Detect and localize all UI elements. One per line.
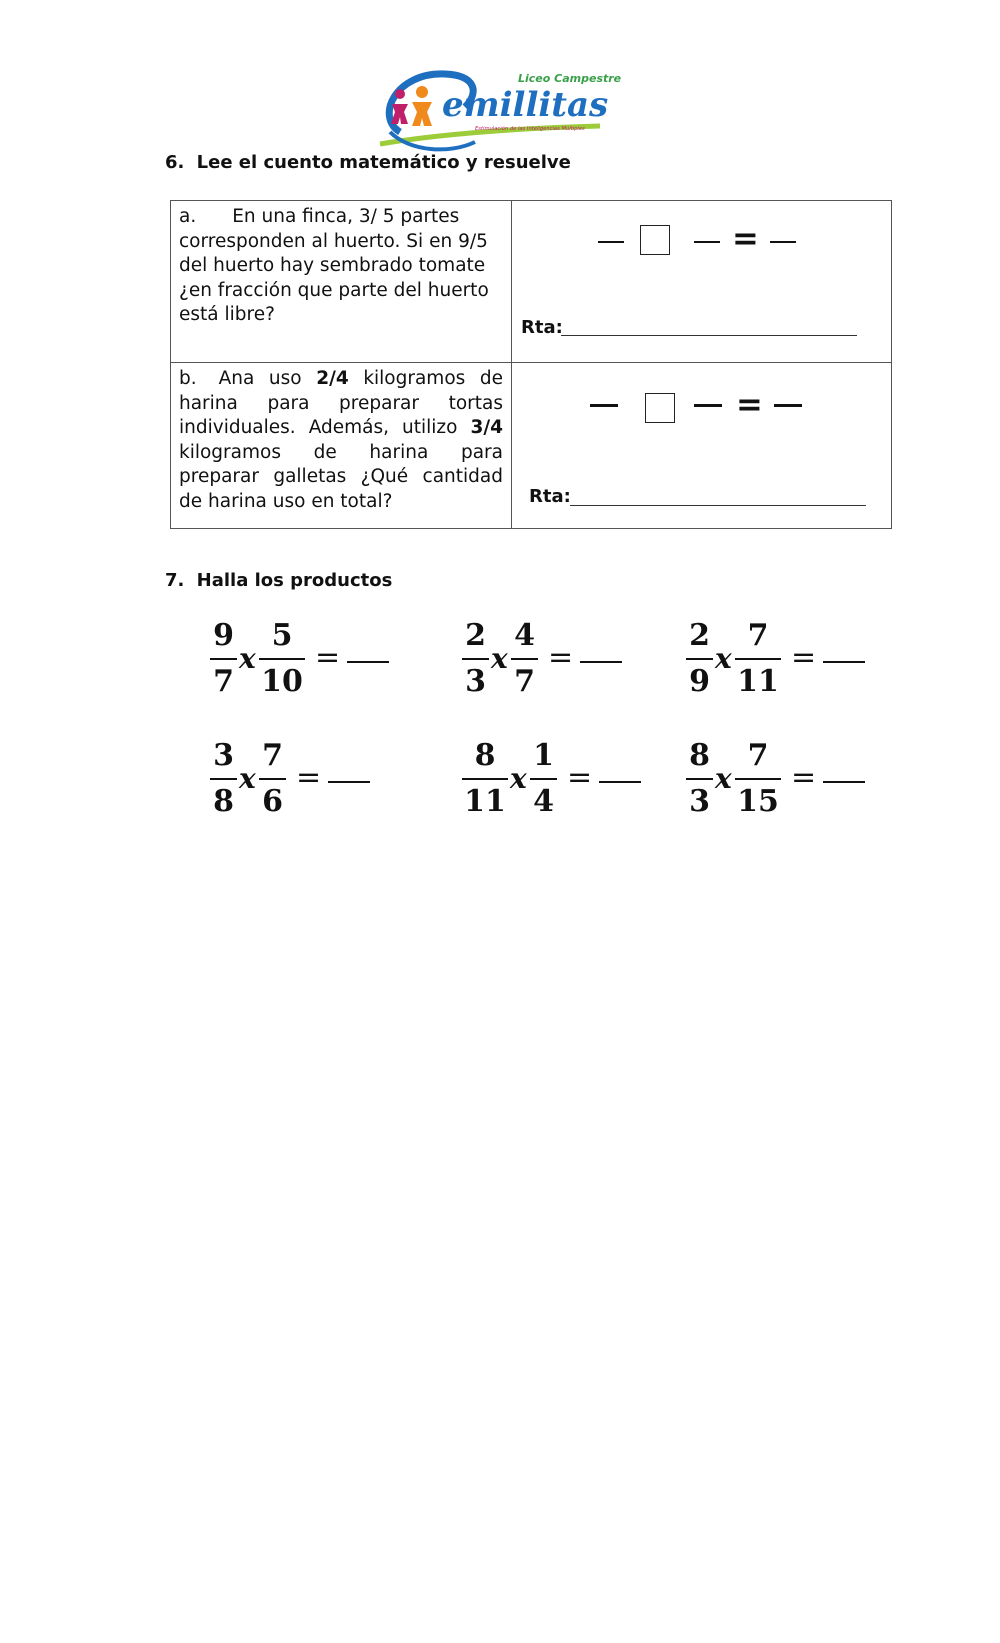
section-6-heading xyxy=(165,152,571,173)
denominator: 7 xyxy=(514,664,535,699)
blank-fraction-2[interactable] xyxy=(694,241,720,243)
numerator: 7 xyxy=(262,738,283,773)
answer-blank[interactable] xyxy=(823,661,865,663)
numerator: 5 xyxy=(271,618,293,653)
fraction-bar xyxy=(259,658,305,660)
first-fraction xyxy=(686,618,713,700)
times-sign: x xyxy=(715,642,732,675)
fraction-bar xyxy=(259,778,286,780)
logo-kids-icon xyxy=(391,86,432,126)
problem-b-workspace xyxy=(512,363,892,529)
equals-sign: = xyxy=(791,640,817,675)
fraction-bar xyxy=(462,658,489,660)
product-exercise xyxy=(210,618,410,698)
problem-b-cell xyxy=(171,363,512,529)
numerator: 7 xyxy=(747,738,769,773)
answer-blank[interactable] xyxy=(580,661,622,663)
answer-blank[interactable] xyxy=(599,781,641,783)
section-7-heading xyxy=(165,570,392,591)
fraction-bar xyxy=(462,778,508,780)
denominator: 3 xyxy=(689,784,710,819)
blank-result[interactable] xyxy=(770,241,796,243)
answer-blank[interactable] xyxy=(328,781,370,783)
equals-sign: = xyxy=(296,760,322,795)
amount-2: 3/4 xyxy=(470,417,503,438)
logo-school-line: Liceo Campestre xyxy=(518,72,622,85)
problem-a-workspace xyxy=(512,201,892,363)
answer-blank[interactable] xyxy=(823,781,865,783)
logo-name: emillitas xyxy=(442,85,609,125)
first-fraction xyxy=(210,738,237,820)
amount-1: 2/4 xyxy=(316,368,349,389)
product-exercise xyxy=(210,738,410,818)
times-sign: x xyxy=(239,642,256,675)
blank-fraction-1[interactable] xyxy=(598,241,624,243)
product-exercise xyxy=(686,618,886,698)
denominator: 15 xyxy=(737,784,779,819)
numerator: 8 xyxy=(689,738,710,773)
fraction-bar xyxy=(530,778,557,780)
section-7-title: Halla los productos xyxy=(196,570,393,591)
times-sign: x xyxy=(510,762,527,795)
first-fraction xyxy=(686,738,713,820)
equals-sign: = xyxy=(315,640,341,675)
fraction-bar xyxy=(686,658,713,660)
numerator: 4 xyxy=(514,618,535,653)
numerator: 2 xyxy=(465,618,486,653)
answer-blank[interactable] xyxy=(347,661,389,663)
denominator: 7 xyxy=(213,664,234,699)
problem-b-letter: b. xyxy=(179,368,197,389)
second-fraction xyxy=(259,618,305,700)
first-fraction xyxy=(462,738,508,820)
denominator: 9 xyxy=(689,664,710,699)
times-sign: x xyxy=(715,762,732,795)
times-sign: x xyxy=(491,642,508,675)
equals-sign: = xyxy=(791,760,817,795)
second-fraction xyxy=(259,738,286,820)
equals-sign: = xyxy=(567,760,593,795)
fraction-bar xyxy=(511,658,538,660)
equal-sign: = xyxy=(732,219,759,257)
fraction-bar xyxy=(686,778,713,780)
numerator: 7 xyxy=(747,618,769,653)
section-7-number: 7. xyxy=(165,570,185,591)
second-fraction xyxy=(511,618,538,700)
denominator: 6 xyxy=(262,784,283,819)
logo-tagline: Estimulación de las Inteligencias Múltiples xyxy=(475,126,585,132)
denominator: 4 xyxy=(533,784,554,819)
second-fraction xyxy=(735,738,781,820)
fraction-bar xyxy=(210,658,237,660)
first-fraction xyxy=(462,618,489,700)
equal-sign: = xyxy=(736,385,763,423)
product-exercise xyxy=(462,618,662,698)
answer-label: Rta: xyxy=(529,486,571,507)
school-logo xyxy=(370,62,622,162)
second-fraction xyxy=(530,738,557,820)
fraction-bar xyxy=(735,778,781,780)
numerator: 1 xyxy=(533,738,554,773)
numerator: 2 xyxy=(689,618,710,653)
numerator: 8 xyxy=(474,738,496,773)
product-exercise xyxy=(462,738,662,818)
equals-sign: = xyxy=(548,640,574,675)
denominator: 8 xyxy=(213,784,234,819)
fraction-bar xyxy=(735,658,781,660)
blank-fraction-1[interactable] xyxy=(590,404,618,407)
answer-line[interactable] xyxy=(570,505,866,506)
second-fraction xyxy=(735,618,781,700)
problems-table xyxy=(170,200,892,529)
section-6-title: Lee el cuento matemático y resuelve xyxy=(196,152,571,173)
problem-b-text: b. Ana uso 2/4 kilogramos de harina para preparar tortas individuales. Además, utilizo 3/4 kilogramos de harina para preparar galletas ¿Qué cantidad de harina uso en total? xyxy=(179,368,503,512)
numerator: 9 xyxy=(213,618,234,653)
answer-label: Rta: xyxy=(521,317,563,338)
numerator: 3 xyxy=(213,738,234,773)
denominator: 10 xyxy=(261,664,303,699)
answer-line[interactable] xyxy=(561,335,857,336)
fraction-bar xyxy=(210,778,237,780)
blank-fraction-2[interactable] xyxy=(694,404,722,407)
section-6-number: 6. xyxy=(165,152,185,173)
times-sign: x xyxy=(239,762,256,795)
operator-box[interactable] xyxy=(645,393,675,423)
denominator: 11 xyxy=(464,784,506,819)
problem-a-statement: En una finca, 3/ 5 partes corresponden al huerto. Si en 9/5 del huerto hay sembrado tomate ¿en fracción que parte del huerto está libre? xyxy=(179,206,489,325)
operator-box[interactable] xyxy=(640,225,670,255)
denominator: 3 xyxy=(465,664,486,699)
blank-result[interactable] xyxy=(774,404,802,407)
first-fraction xyxy=(210,618,237,700)
problem-a-text xyxy=(171,201,511,328)
denominator: 11 xyxy=(737,664,779,699)
problem-a-cell xyxy=(171,201,512,363)
problem-a-letter: a. xyxy=(179,206,197,227)
product-exercise xyxy=(686,738,886,818)
